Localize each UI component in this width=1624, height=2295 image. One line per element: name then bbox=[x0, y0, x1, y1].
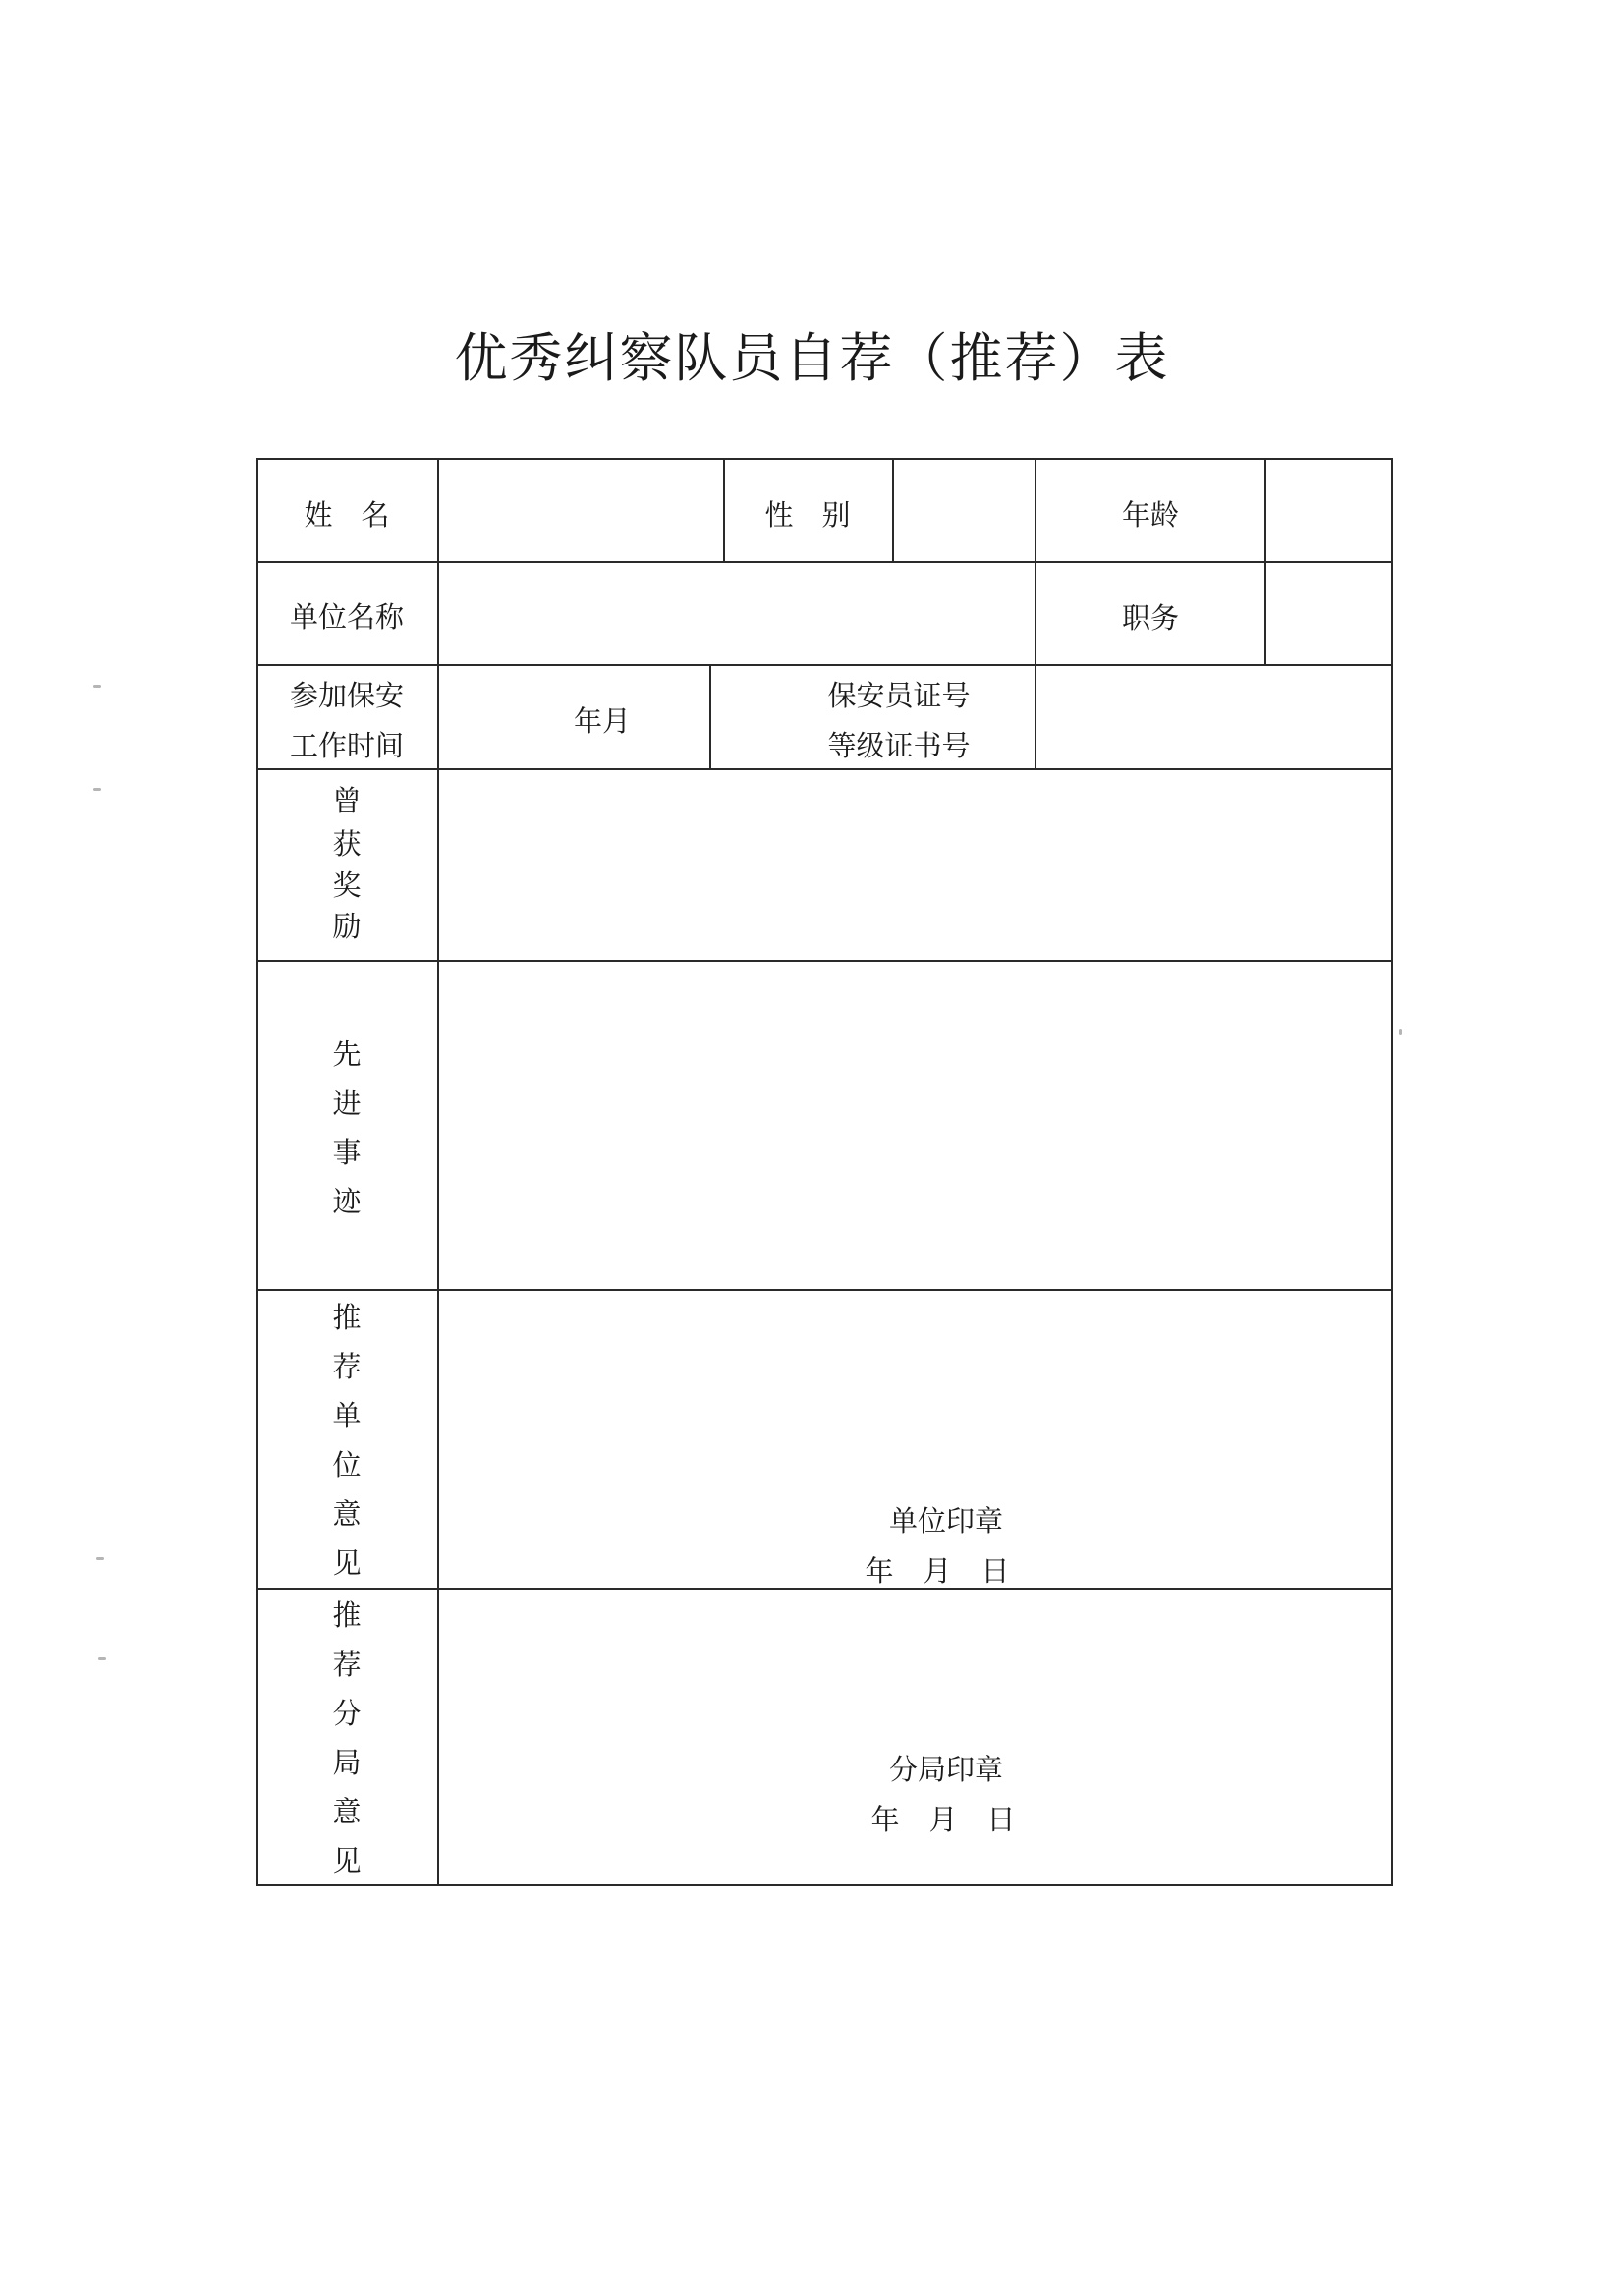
label-char: 荐 bbox=[332, 1648, 362, 1681]
row-divider bbox=[256, 664, 1393, 666]
label-char: 局 bbox=[332, 1746, 362, 1779]
label-char: 励 bbox=[332, 910, 362, 943]
cert-number-label-line2: 等级证书号 bbox=[827, 729, 971, 762]
label-char: 迹 bbox=[332, 1185, 362, 1218]
label-char: 荐 bbox=[332, 1350, 362, 1383]
row-divider bbox=[256, 768, 1393, 770]
column-divider bbox=[892, 458, 894, 563]
label-char: 奖 bbox=[332, 868, 362, 902]
table-border-left bbox=[256, 458, 258, 1886]
position-label: 职务 bbox=[1121, 601, 1180, 635]
branch-opinion-label bbox=[327, 1591, 366, 1885]
row-divider bbox=[256, 561, 1393, 563]
label-char: 推 bbox=[332, 1598, 362, 1632]
age-label: 年龄 bbox=[1121, 498, 1180, 532]
row-divider bbox=[256, 1289, 1393, 1291]
unit-date-line bbox=[865, 1554, 1009, 1588]
scan-speck bbox=[96, 1557, 104, 1560]
unit-opinion-label bbox=[327, 1293, 366, 1588]
unit-seal-label: 单位印章 bbox=[888, 1504, 1004, 1538]
label-char: 先 bbox=[332, 1037, 362, 1071]
table-border-bottom bbox=[256, 1884, 1393, 1886]
label-char: 获 bbox=[332, 827, 362, 861]
column-divider bbox=[709, 664, 711, 770]
unit-name-label: 单位名称 bbox=[289, 600, 405, 634]
label-char: 位 bbox=[332, 1448, 362, 1482]
label-char: 见 bbox=[332, 1546, 362, 1580]
date-day: 日 bbox=[986, 1803, 1016, 1836]
column-divider bbox=[723, 458, 725, 563]
column-divider bbox=[1264, 458, 1266, 666]
scan-speck bbox=[98, 1657, 106, 1660]
label-char: 意 bbox=[332, 1795, 362, 1828]
work-time-label-line1: 参加保安 bbox=[289, 679, 405, 712]
column-divider bbox=[1035, 458, 1036, 666]
form-title: 优秀纠察队员自荐（推荐）表 bbox=[454, 327, 1170, 389]
label-char: 推 bbox=[332, 1301, 362, 1334]
table-border-top bbox=[256, 458, 1393, 460]
column-divider bbox=[1035, 664, 1036, 770]
branch-date-line bbox=[870, 1803, 1015, 1836]
label-char: 分 bbox=[332, 1697, 362, 1730]
deeds-label bbox=[327, 1030, 366, 1226]
date-year: 年 bbox=[865, 1554, 894, 1588]
label-char: 单 bbox=[332, 1399, 362, 1432]
date-year: 年 bbox=[870, 1803, 900, 1836]
label-char: 进 bbox=[332, 1087, 362, 1120]
date-day: 日 bbox=[980, 1554, 1010, 1588]
column-divider bbox=[437, 458, 439, 1886]
gender-label: 性 别 bbox=[764, 498, 851, 532]
table-border-right bbox=[1391, 458, 1393, 1886]
row-divider bbox=[256, 1588, 1393, 1590]
row-divider bbox=[256, 960, 1393, 962]
date-month: 月 bbox=[923, 1554, 952, 1588]
branch-seal-label: 分局印章 bbox=[888, 1753, 1004, 1786]
scan-speck bbox=[93, 788, 101, 791]
work-time-label-line2: 工作时间 bbox=[289, 729, 405, 762]
label-char: 事 bbox=[332, 1136, 362, 1169]
cert-number-label-line1: 保安员证号 bbox=[827, 679, 971, 712]
year-month-label: 年月 bbox=[573, 704, 632, 738]
label-char: 意 bbox=[332, 1497, 362, 1531]
label-char: 见 bbox=[332, 1844, 362, 1877]
scan-speck bbox=[1399, 1029, 1402, 1035]
scan-speck bbox=[93, 685, 101, 688]
name-label: 姓 名 bbox=[304, 498, 390, 532]
awards-label bbox=[327, 776, 366, 951]
date-month: 月 bbox=[928, 1803, 958, 1836]
label-char: 曾 bbox=[332, 784, 362, 817]
